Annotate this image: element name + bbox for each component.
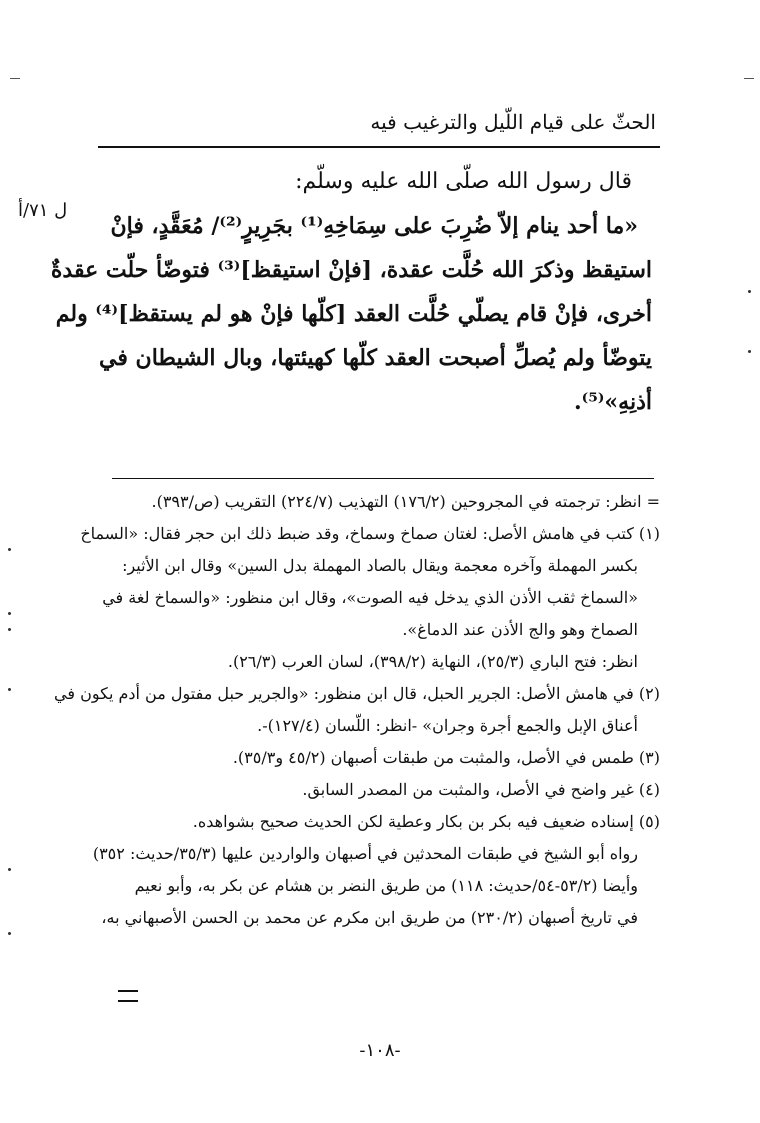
scan-speck — [744, 78, 754, 79]
footnote-line: أعناق الإبل والجمع أجرة وجران» -انظر: اللّسان (١٢٧/٤)-. — [257, 716, 638, 735]
footnote-rule — [112, 478, 654, 479]
footnote-line: «السماخ ثقب الأذن الذي يدخل فيه الصوت»، وقال ابن منظور: «والسماخ لغة في — [102, 588, 638, 607]
manuscript-folio-note: ل ٧١/أ — [18, 200, 68, 221]
footnote-line: انظر: فتح الباري (٢٥/٣)، النهاية (٣٩٨/٢)، لسان العرب (٢٦/٣). — [227, 652, 638, 671]
scan-speck — [8, 868, 11, 871]
scan-speck — [8, 628, 11, 631]
hadith-line: أخرى، فإنْ قام يصلّي حُلَّت العقد [كلّها فإنْ هو لم يستقظ]⁽⁴⁾ ولم — [55, 301, 652, 327]
footnote-line: في تاريخ أصبهان (٢٣٠/٢) من طريق ابن مكرم عن محمد بن الحسن الأصبهاني به، — [101, 908, 638, 927]
footnote-line: وأيضا (٥٣/٢-٥٤/حديث: ١١٨) من طريق النضر بن هشام عن بكر به، وأبو نعيم — [134, 876, 638, 895]
scan-speck — [10, 78, 20, 79]
footnote-line: (١) كتب في هامش الأصل: لغتان صماخ وسماخ، وقد ضبط ذلك ابن حجر فقال: «السماخ — [80, 524, 660, 543]
hadith-line: يتوضّأ ولم يُصلِّ أصبحت العقد كلّها كهيئتها، وبال الشيطان في — [99, 345, 652, 371]
scan-speck — [8, 612, 11, 615]
footnote-line: (٤) غير واضح في الأصل، والمثبت من المصدر السابق. — [302, 780, 660, 799]
scan-speck — [748, 350, 751, 353]
footnote-line: = انظر: ترجمته في المجروحين (١٧٦/٢) التهذيب (٢٢٤/٧) التقريب (ص/٣٩٣). — [151, 492, 660, 511]
footnote-line: الصماخ وهو والج الأذن عند الدماغ». — [402, 620, 638, 639]
footnote-line: (٣) طمس في الأصل، والمثبت من طبقات أصبهان (٤٥/٢ و٣٥/٣). — [232, 748, 660, 767]
footnote-line: رواه أبو الشيخ في طبقات المحدثين في أصبهان والواردين عليها (٣٥/٣/حديث: ٣٥٢) — [92, 844, 638, 863]
hadith-line: استيقظ وذكرَ الله حُلَّت عقدة، [فإنْ استيقظ]⁽³⁾ فتوضّأ حلّت عقدةٌ — [50, 257, 652, 283]
hadith-intro: قال رسول الله صلّى الله عليه وسلّم: — [295, 169, 632, 194]
scan-speck — [8, 688, 11, 691]
footnotes — [54, 486, 660, 934]
page-number: -١٠٨- — [359, 1040, 401, 1061]
footnote-line: (٢) في هامش الأصل: الجرير الحبل، قال ابن منظور: «والجرير حبل مفتول من أدم يكون في — [54, 684, 660, 703]
footnote-line: (٥) إسناده ضعيف فيه بكر بن بكار وعطية لكن الحديث صحيح بشواهده. — [192, 812, 660, 831]
scan-speck — [8, 548, 11, 551]
scan-speck — [748, 290, 751, 293]
footnote-line: بكسر المهملة وآخره معجمة ويقال بالصاد المهملة بدل السين» وقال ابن الأثير: — [122, 556, 638, 575]
hadith-line: أذنِهِ»⁽⁵⁾. — [574, 389, 652, 415]
running-header: الحثّ على قيام اللّيل والترغيب فيه — [370, 110, 656, 134]
hadith-line: «ما أحد ينام إلاّ ضُرِبَ على سِمَاخِهِ⁽¹⁾ بجَرِيرٍ⁽²⁾/ مُعَقَّدٍ، فإنْ — [110, 213, 638, 239]
hadith-text — [50, 160, 652, 424]
continuation-mark — [118, 990, 138, 1002]
scan-speck — [8, 932, 11, 935]
header-rule — [98, 146, 660, 148]
